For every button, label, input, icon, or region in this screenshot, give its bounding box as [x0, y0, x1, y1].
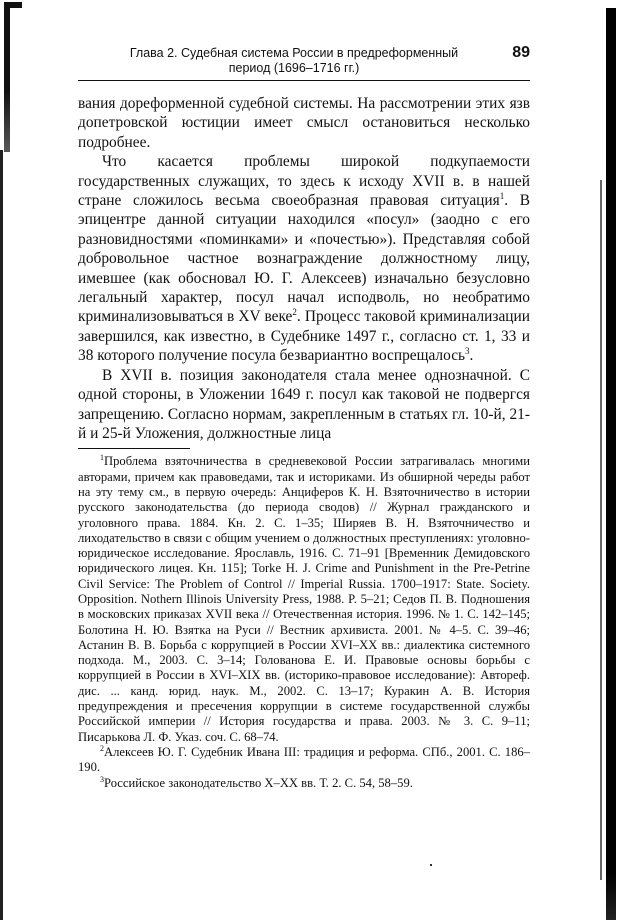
chapter-title: [98, 46, 490, 76]
footnote-ref-3: 3: [465, 346, 470, 357]
running-head: [78, 46, 530, 86]
paragraph-2-cont1: . В эпицентре данной ситуации находился «посул» (заодно с его разновидностями «поминками» и «почестью»). Представляя собой добровольное частное вознаграждение должностному лицу, имевшее (как обосновал Ю. Г. Алексеев) изначально безусловно легальный характер, посул начал исподволь, но необратимо криминализовываться в XV веке: [78, 192, 530, 326]
page-number: 89: [512, 44, 530, 61]
paragraph-2-end: .: [469, 347, 474, 365]
footnote-2-text: Алексеев Ю. Г. Судебник Ивана III: традиция и реформа. СПб., 2001. С. 186–190.: [78, 744, 530, 775]
footnotes: [78, 454, 530, 791]
paragraph-3: В XVII в. позиция законодателя стала менее однозначной. С одной стороны, в Уложении 1649 г. посул как таковой не подвергся запрещению. Согласно нормам, закрепленным в статьях гл. 10-й, 21-й и 25-й Уложения, должностные лица: [78, 366, 530, 442]
footnote-3: [78, 776, 530, 791]
footnote-ref-1: 1: [499, 191, 505, 202]
paragraph-1: вания дореформенной судебной системы. На рассмотрении этих язв допетровской юстиции имеет смысл остановиться несколько подробнее.: [78, 95, 530, 151]
main-text: [78, 94, 530, 443]
footnote-1-marker: 1: [100, 453, 104, 463]
footnote-ref-2: 2: [292, 307, 297, 318]
scan-right-shadow: [600, 180, 602, 880]
paragraph-2-cont2: . Процесс таковой криминализации завершился, как известно, в Судебнике 1497 г., согласно ст. 1, 33 и 38 которого получение посула безвариантно воспрещалось: [78, 308, 530, 365]
paragraph-2-text: Что касается проблемы широкой подкупаемости государственных служащих, то здесь к исходу XVII в. в нашей стране сложилось весьма своеобразная правовая ситуация: [78, 153, 530, 210]
scan-left-border: [0, 150, 3, 920]
footnote-2: [78, 745, 530, 776]
footnote-1: [78, 454, 530, 745]
footnote-1-text: Проблема взяточничества в средневековой России затрагивалась многими авторами, причем как правоведами, так и историками. Из обширной череды работ на эту тему см., в первую очередь: Анциферов К. Н. Взяточничество в истории русского законодательства (до периода сводов) // Журнал гражданского и уголовного права. 1884. Кн. 2. С. 1–35; Ширяев В. Н. Взяточничество и лиходательство в связи с общим учением о должностных преступлениях: уголовно-юридическое исследование. Ярославль, 1916. С. 71–91 [Временник Демидовского юридического лицея. Кн. 115]; Torke H. J. Crime and Punishment in the Pre-Petrine Civil Service: The Problem of Control // Imperial Russia. 1700–1917: State. Society. Opposition. Nothern Illinois University Press, 1988. P. 5–21; Седов П. В. Подношения в московских приказах XVII века // Отечественная история. 1996. № 1. С. 142–145; Болотина Н. Ю. Взятка на Руси // Вестник архивиста. 2001. № 4–5. С. 39–46; Астанин В. В. Борьба с коррупцией в России XVI–XX вв.: диалектика системного подхода. М., 2003. С. 3–14; Голованова Е. И. Правовые основы борьбы с коррупцией в России в XVI–XIX вв. (историко-правовое исследование): Автореф. дис. ... канд. юрид. наук. М., 2002. С. 13–17; Куракин А. В. История предупреждения и пресечения коррупции в системе государственной службы Российской империи // История государства и права. 2003. № 3. С. 9–11; Писарькова Л. Ф. Указ. соч. С. 68–74.: [78, 454, 530, 744]
footnote-3-text: Российское законодательство X–XX вв. Т. 2. С. 54, 58–59.: [104, 775, 413, 790]
scan-left-edge-mark: [4, 2, 10, 152]
footnote-3-marker: 3: [100, 774, 104, 784]
scan-speck: [430, 864, 432, 866]
chapter-title-line2: период (1696–1716 гг.): [228, 61, 360, 75]
footnote-rule: [78, 448, 190, 449]
chapter-title-line1: Глава 2. Судебная система России в предреформенный: [129, 46, 459, 60]
paragraph-2: [78, 152, 530, 365]
book-page: [78, 46, 530, 791]
footnote-2-marker: 2: [100, 743, 104, 753]
header-rule: [78, 80, 530, 81]
scan-right-border: [606, 8, 616, 920]
